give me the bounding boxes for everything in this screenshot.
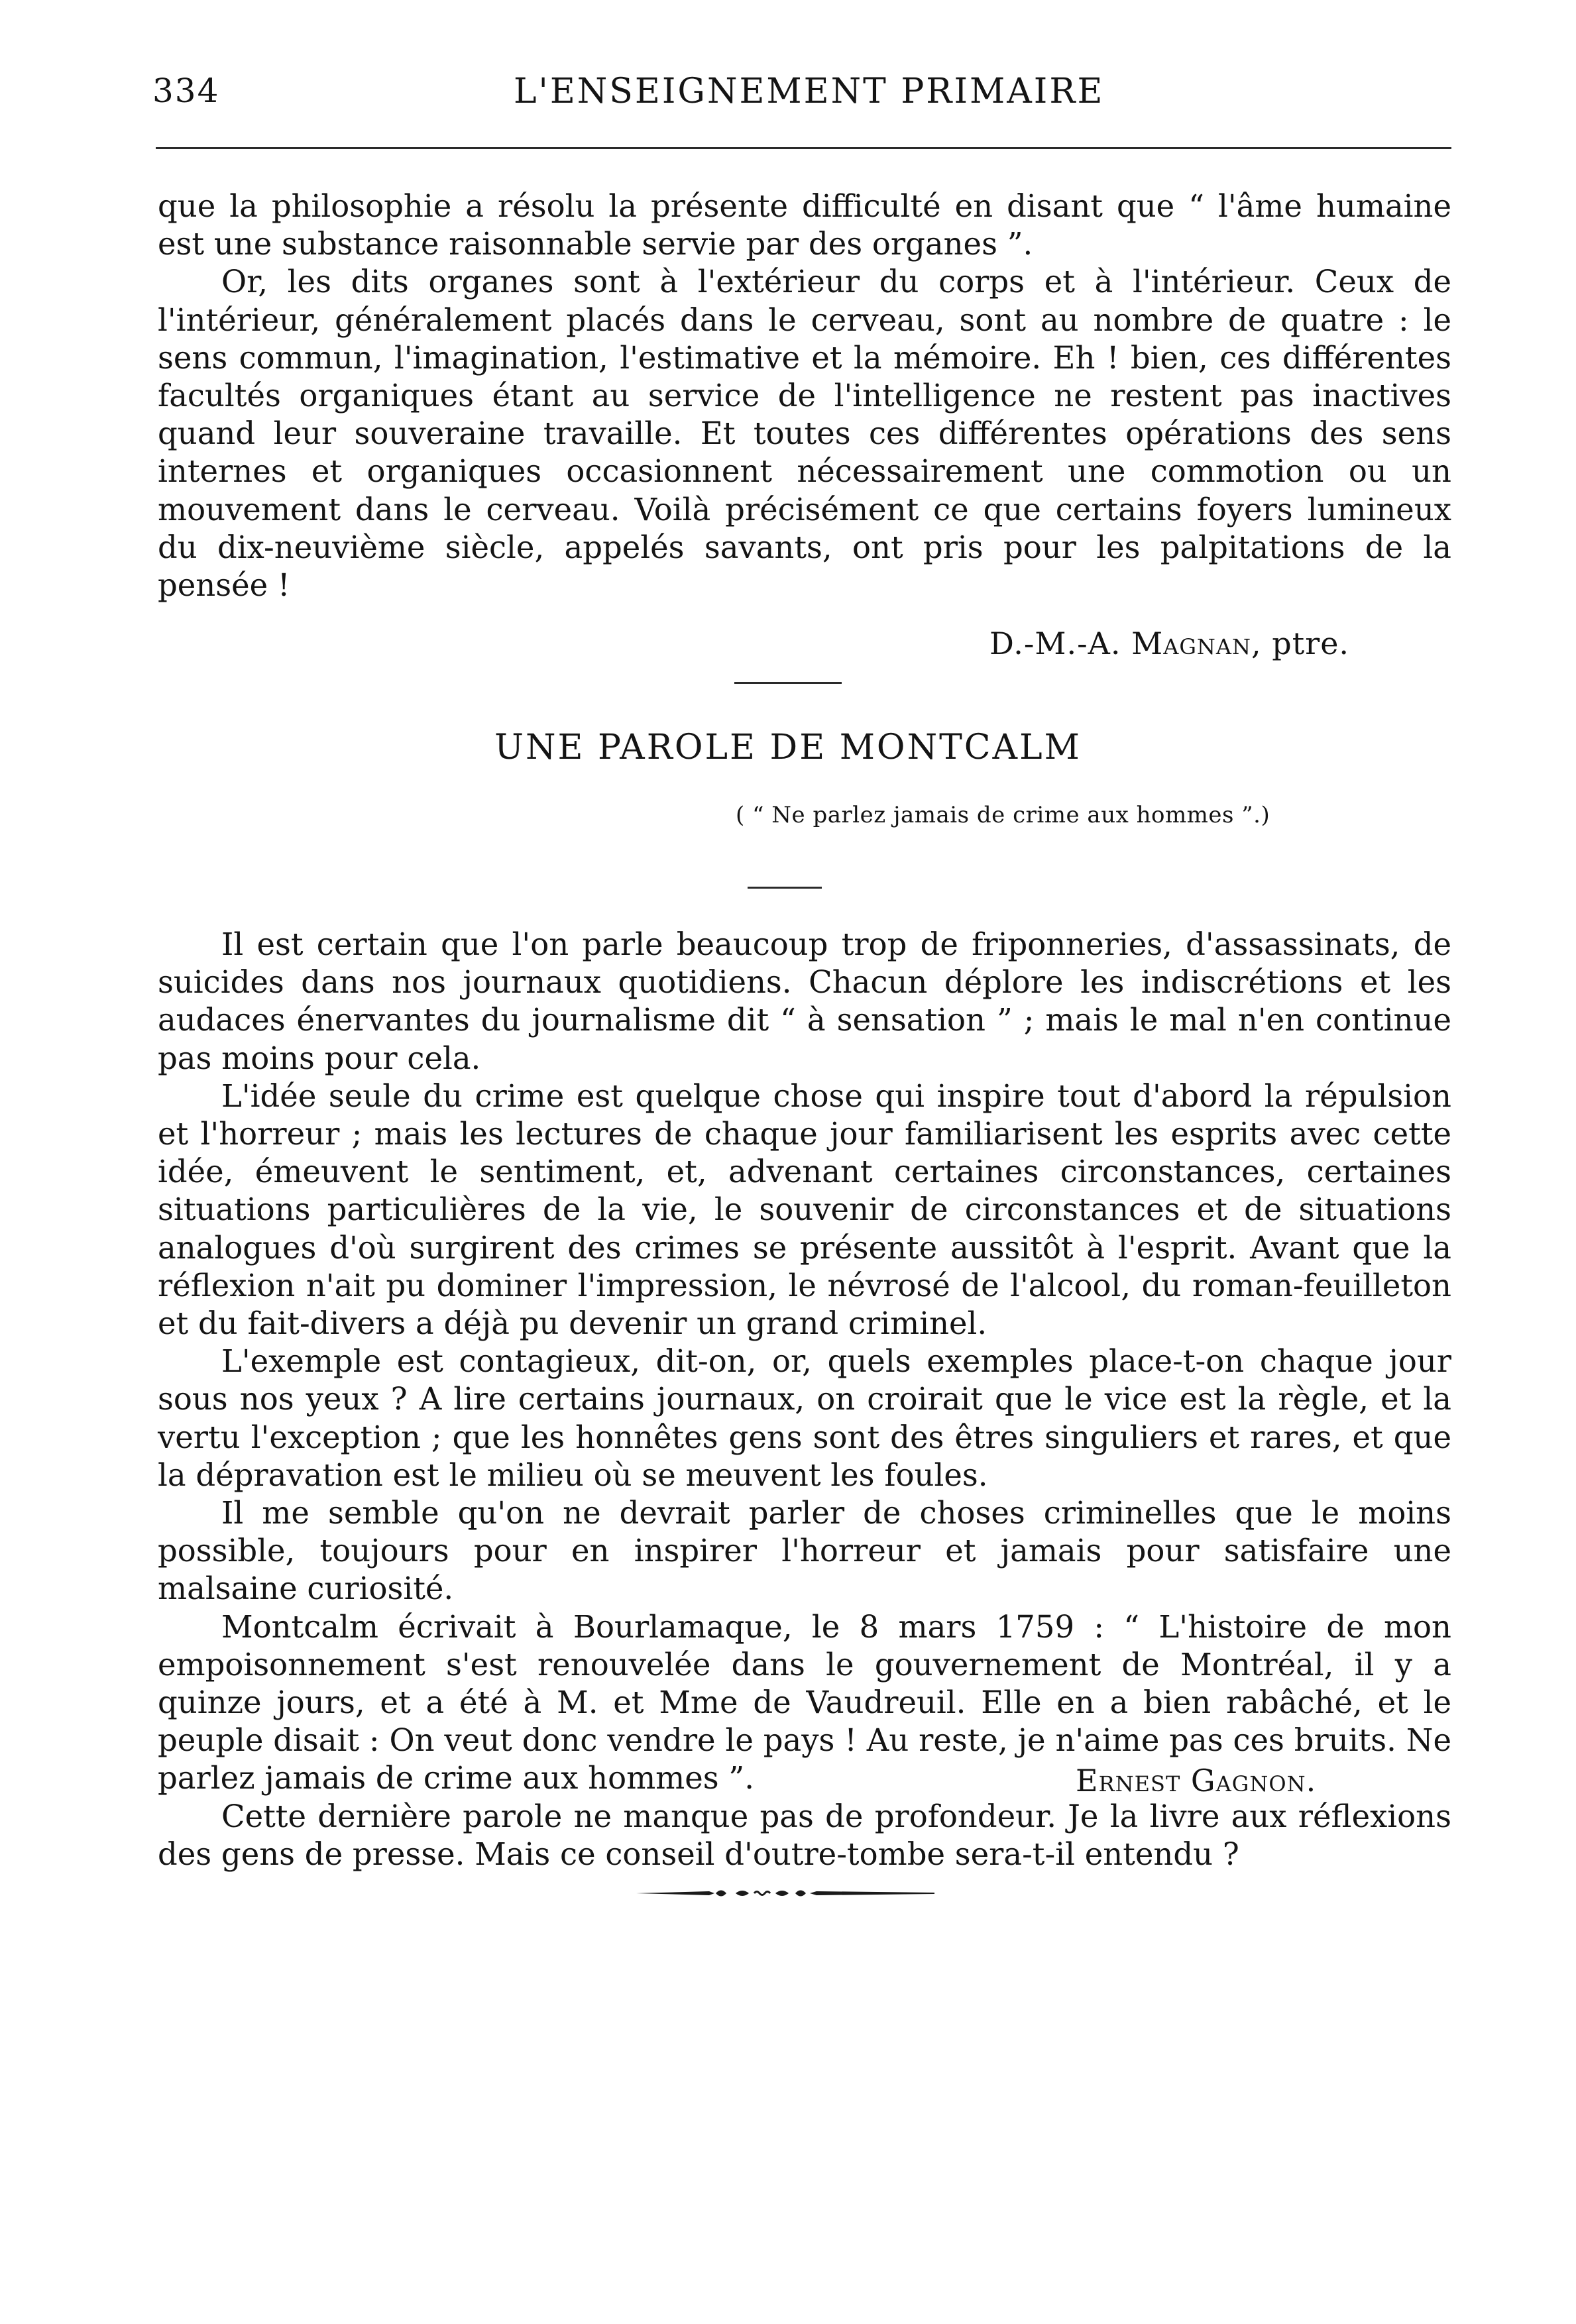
paragraph: L'exemple est contagieux, dit-on, or, quels exemples place-t-on chaque jour sous nos yeux ? A lire certains journaux, on croirait que le vice est la règle, et la vertu l'exception ; que les honnêtes gens sont des êtres singuliers et rares, et que la dépravation est le milieu où se meuvent les foules. [158,1343,1451,1493]
signature-name: Ernest Gagnon. [1076,1763,1317,1798]
page-number: 334 [152,72,220,110]
previous-article-text [158,188,1451,604]
article-text [158,926,1451,1873]
header-rule [156,147,1451,149]
signature-name: Magnan [1131,626,1252,661]
paragraph: Il est certain que l'on parle beaucoup trop de friponneries, d'assassinats, de suicides dans nos journaux quotidiens. Chacun déplore les indiscrétions et les audaces énervantes du journalisme dit “ à sensation ” ; mais le mal n'en continue pas moins pour cela. [158,926,1451,1076]
paragraph: Or, les dits organes sont à l'extérieur du corps et à l'intérieur. Ceux de l'intérieur, généralement placés dans le cerveau, sont au nombre de quatre : le sens commun, l'imagination, l'estimative et la mémoire. Eh ! bien, ces différentes facultés organiques étant au service de l'intelligence ne restent pas inactives quand leur souveraine travaille. Et toutes ces différentes opérations des sens internes et organiques occasionnent nécessairement une commotion ou un mouvement dans le cerveau. Voilà précisément ce que certains foyers lumineux du dix-neuvième siècle, appelés savants, ont pris pour les palpitations de la pensée ! [158,264,1451,604]
section-divider [734,682,842,684]
title-divider [748,887,822,889]
end-ornament-icon [636,1883,934,1903]
signature-suffix: , ptre. [1251,626,1350,661]
article-signature [1076,1763,1316,1798]
running-title: L'ENSEIGNEMENT PRIMAIRE [514,72,1105,111]
paragraph: Cette dernière parole ne manque pas de profondeur. Je la livre aux réflexions des gens de presse. Mais ce conseil d'outre-tombe sera-t-il entendu ? [158,1798,1451,1872]
signature-initials: D.-M.-A. [989,626,1132,661]
paragraph: que la philosophie a résolu la présente difficulté en disant que “ l'âme humaine est une substance raisonnable servie par des organes ”. [158,188,1451,262]
page-header [152,72,1451,125]
article-title: UNE PAROLE DE MONTCALM [494,728,1082,767]
previous-article-signature [989,626,1349,661]
paragraph: L'idée seule du crime est quelque chose qui inspire tout d'abord la répulsion et l'horreur ; mais les lectures de chaque jour familiarisent les esprits avec cette idée, émeuvent le sentiment, et, advenant certaines circonstances, certaines situations particulières de la vie, le souvenir de circonstances et de situations analogues d'où surgirent des crimes se présente aussitôt à l'esprit. Avant que la réflexion n'ait pu dominer l'impression, le névrosé de l'alcool, du roman-feuilleton et du fait-divers a déjà pu devenir un grand criminel. [158,1078,1451,1342]
paragraph: Montcalm écrivait à Bourlamaque, le 8 mars 1759 : “ L'histoire de mon empoisonnement s'est renouvelée dans le gouvernement de Montréal, il y a quinze jours, et a été à M. et Mme de Vaudreuil. Elle en a bien rabâché, et le peuple disait : On veut donc vendre le pays ! Au reste, je n'aime pas ces bruits. Ne parlez jamais de crime aux hommes ”. [158,1608,1451,1797]
article-epigraph: ( “ Ne parlez jamais de crime aux hommes ”.) [736,802,1270,828]
paragraph: Il me semble qu'on ne devrait parler de choses criminelles que le moins possible, toujours pour en inspirer l'horreur et jamais pour satisfaire une malsaine curiosité. [158,1495,1451,1607]
